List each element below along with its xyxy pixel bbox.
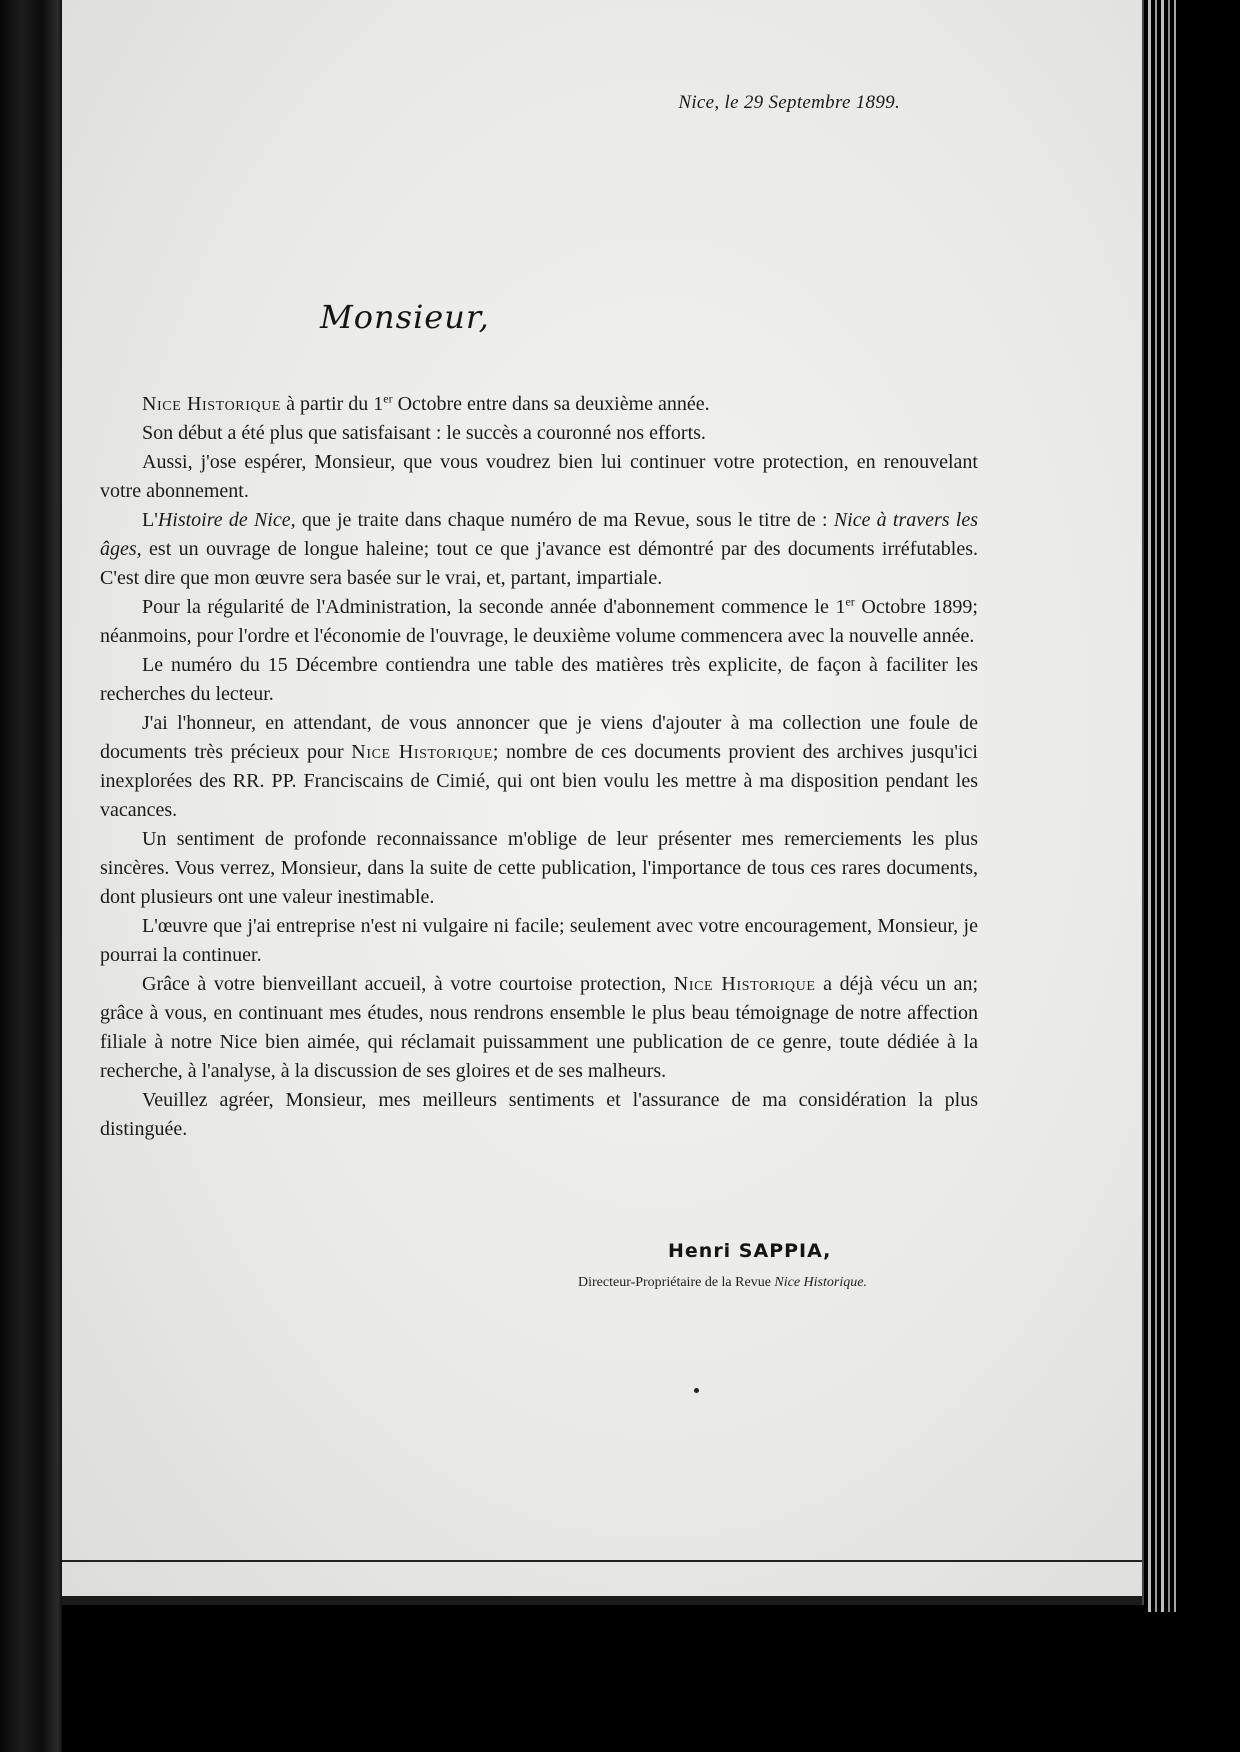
paragraph-7: J'ai l'honneur, en attendant, de vous annoncer que je viens d'ajouter à ma collection une foule de documents très précieux pour Nice Historique; nombre de ces documents provient des archives jusqu'ici inexplorées des RR. PP. Franciscains de Cimié, qui ont bien voulu les mettre à ma disposition pendant les vacances. [100,712,978,821]
paragraph-2: Son début a été plus que satisfaisant : le succès a couronné nos efforts. [142,422,706,444]
paragraph-6: Le numéro du 15 Décembre contiendra une table des matières très explicite, de façon à faciliter les recherches du lecteur. [100,654,978,705]
work-title: Histoire de Nice, [157,509,296,531]
paragraph-9: L'œuvre que j'ai entreprise n'est ni vulgaire ni facile; seulement avec votre encouragement, Monsieur, je pourrai la continuer. [100,915,978,966]
scan-edge-left [0,0,62,1752]
signature-name: Henri SAPPIA, [668,1240,832,1262]
dateline: Nice, le 29 Septembre 1899. [678,92,900,113]
salutation: Monsieur, [320,298,490,336]
publication-name: Nice Historique. [774,1275,867,1290]
page-edge-layer [1155,0,1157,1612]
bottom-rule [62,1560,1142,1562]
paragraph-1: Nice Historique à partir du 1er Octobre entre dans sa deuxième année. [142,391,710,415]
page-edge-layer [1148,0,1151,1612]
paragraph-3: Aussi, j'ose espérer, Monsieur, que vous voudrez bien lui continuer votre protection, en renouvelant votre abonnement. [100,451,978,502]
paragraph-11: Veuillez agréer, Monsieur, mes meilleurs sentiments et l'assurance de ma considération la plus distinguée. [100,1089,978,1140]
signature-title: Directeur-Propriétaire de la Revue Nice Historique. [578,1275,867,1290]
page-edge-layer [1174,0,1176,1612]
paragraph-10: Grâce à votre bienveillant accueil, à votre courtoise protection, Nice Historique a déjà vécu un an; grâce à vous, en continuant mes études, nous rendrons ensemble le plus beau témoignage de notre affection filiale à notre Nice bien aimée, qui réclamait puissamment une publication de ce genre, toute dédiée à la recherche, à l'analyse, à la discussion de ses gloires et de ses malheurs. [100,973,979,1082]
publication-name: Nice Historique [142,393,282,415]
paragraph-4: L'Histoire de Nice, que je traite dans chaque numéro de ma Revue, sous le titre de : Nice à travers les âges, est un ouvrage de longue haleine; tout ce que j'avance est démontré par des documents irréfutables. C'est dire que mon œuvre sera basée sur le vrai, et, partant, impartiale. [100,509,979,589]
publication-name: Nice Historique [351,741,493,763]
page-edge-layer [1161,0,1164,1612]
letter-body [100,390,978,1144]
paragraph-8: Un sentiment de profonde reconnaissance m'oblige de leur présenter mes remerciements les plus sincères. Vous verrez, Monsieur, dans la suite de cette publication, l'importance de tous ces rares documents, dont plusieurs ont une valeur inestimable. [100,828,978,908]
page-edge-layer [1168,0,1170,1612]
bottom-page-edge [62,1596,1142,1605]
ink-dot [694,1388,699,1393]
publication-name: Nice Historique [673,973,816,995]
series-title: Nice à travers les âges, [100,509,979,560]
paragraph-5: Pour la régularité de l'Administration, la seconde année d'abonnement commence le 1er Octobre 1899; néanmoins, pour l'ordre et l'économie de l'ouvrage, le deuxième volume commencera avec la nouvelle année. [100,594,978,647]
